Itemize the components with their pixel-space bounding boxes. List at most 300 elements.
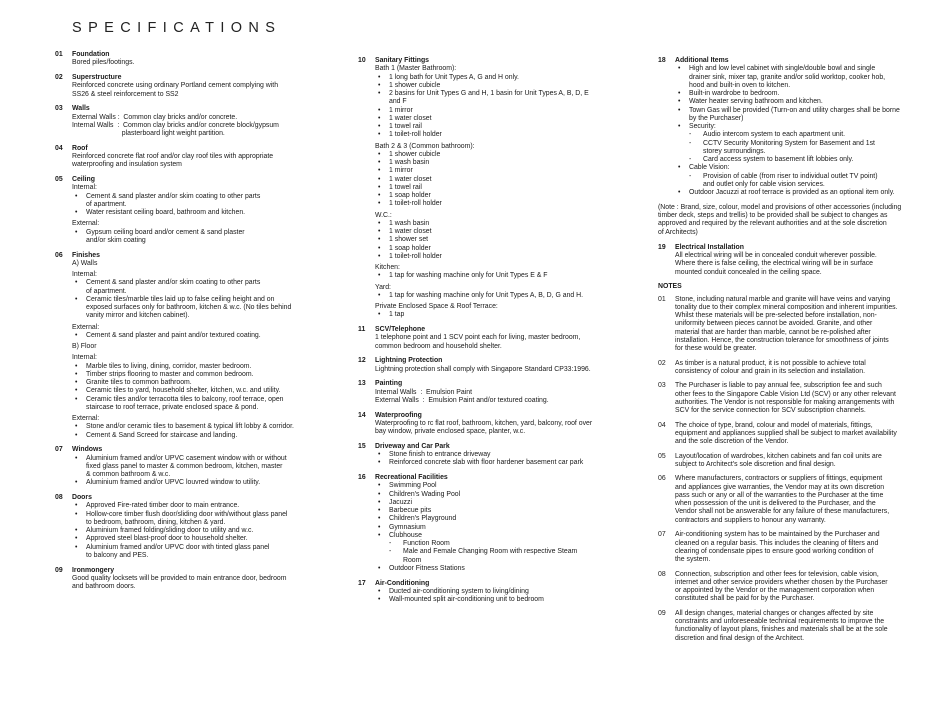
note-line: As timber is a natural product, it is not possible to achieve total [675,359,866,367]
section-number: 13 [358,380,366,388]
dash-text [703,140,918,157]
bullet-line: Wall-mounted split air-conditioning unit to bedroom [389,596,544,603]
section-heading [55,176,313,184]
note-line: of Architects) [658,228,698,236]
section-heading [55,105,313,113]
bullet-icon: • [378,490,381,498]
note-number: 07 [658,531,666,539]
bullet-line: fixed glass panel to master & common bedroom, kitchen, master [86,462,283,470]
bullet-item [375,515,621,523]
spec-section [358,326,621,351]
bullet-text [689,107,918,124]
text-line: Waterproofing to rc flat roof, bathroom, kitchen, yard, balcony, roof over [375,419,593,427]
bullet-item [375,532,621,540]
bullet-icon: • [678,106,681,114]
note-line: tonality due to their complex mineral composition and inherent impurities. [675,303,898,311]
bullet-item [375,159,621,167]
bullet-line: 1 water closet [389,114,432,122]
note-item [658,360,918,377]
bullet-item [675,123,918,131]
bullet-text [389,515,621,523]
note-text [675,296,918,354]
section-heading [55,494,313,502]
bullet-line: 1 tap for washing machine only for Unit Types E & F [389,272,548,280]
note-line: Where manufacturers, contractors or suppliers of fittings, equipment [675,475,883,483]
bullet-line: Water heater serving bathroom and kitchen. [689,98,823,106]
note-line: material that are harder than marble, cannot be re-polished after [675,328,871,336]
section-title: Ironmongery [72,566,115,574]
bullet-icon: • [678,123,681,130]
section-body [55,153,313,170]
section-heading [55,51,313,59]
bullet-icon: • [378,175,381,183]
bullet-icon: • [75,362,78,370]
bullet-line: and F [389,98,407,106]
bullet-item [675,65,918,90]
bullet-line: of apartment. [86,287,127,295]
section-heading [358,357,621,365]
bullet-text [86,193,313,210]
bullet-item [72,387,313,395]
text-line: waterproofing and insulation system [72,161,182,169]
bullet-text [86,387,313,395]
note-line: cleaned on a regular basis. This includes the cleaning of filters and [675,539,879,547]
section-title: Superstructure [72,74,122,81]
bullet-line: Cement & Sand Screed for staircase and landing. [86,431,238,439]
section-group [72,502,313,560]
section-number: 04 [55,144,63,152]
bullet-item [675,164,918,172]
dash-line: and outlet only for cable vision services. [703,180,825,188]
bullet-text [389,123,621,131]
note-line: discretion and final design of the Architect. [675,634,805,642]
section-title: Air-Conditioning [375,579,430,587]
section-title: Roof [72,144,88,152]
bullet-line: Water resistant ceiling board, bathroom and kitchen. [86,209,246,216]
note-line: when possession of the unit is delivered to the Purchaser, and the [675,500,876,508]
section-number: 01 [55,51,63,58]
bullet-line: 1 towel rail [389,123,422,130]
group-label: Private Enclosed Space & Roof Terrace: [375,303,498,310]
bullet-item [72,527,313,535]
group-label: External: [72,220,100,228]
bullet-icon: • [378,219,381,227]
group-label: External: [72,323,100,331]
bullet-line: Aluminium framed and/or UPVC casement window with or without [86,454,287,462]
bullet-text [389,176,621,184]
note-line: uniformity between pieces cannot be avoided. Granite, and other [675,320,873,328]
dash-text [703,156,918,164]
bullet-text [86,527,313,535]
bullet-line: 1 towel rail [389,183,422,191]
note-text [675,360,918,377]
bullet-item [375,74,621,82]
bullet-line: of apartment. [86,200,127,208]
bullet-line: 1 soap holder [389,244,431,252]
bullet-item [375,292,621,300]
note-text [675,382,918,415]
dash-item [675,156,918,164]
bullet-text [86,363,313,371]
bullet-item [675,98,918,106]
bullet-line: 1 toilet-roll holder [389,131,442,139]
bullet-item [675,189,918,197]
note-number: 05 [658,452,666,460]
text-line: Reinforced concrete using ordinary Portland cement complying with [72,82,279,90]
bullet-line: staircase to roof terrace, private enclosed space & pond. [86,403,259,411]
dash-item [675,131,918,139]
text-line: Lightning protection shall comply with Singapore Standard CP33:1996. [375,365,591,373]
bullet-line: 1 mirror [389,167,413,175]
bullet-icon: • [75,370,78,378]
group-label: Bath 2 & 3 (Common bathroom): [375,142,475,150]
bullet-icon: • [378,131,381,139]
bullet-line: Jacuzzi [389,498,412,506]
bullet-icon: • [378,482,381,490]
note-line: subject to Architect's sole discretion and final design. [675,460,836,468]
dash-text [403,548,621,565]
bullet-item [375,236,621,244]
bullet-text [86,332,313,340]
bullet-icon: • [378,81,381,89]
section-number: 17 [358,579,366,587]
bullet-text [689,123,918,131]
section-body [358,389,621,406]
bullet-line: Security: [689,123,716,130]
spec-section [55,51,313,68]
note-number: 06 [658,475,666,483]
bullet-line: 1 tap for washing machine only for Unit Types A, B, D, G and H. [389,291,584,299]
section-title: Recreational Facilities [375,474,448,481]
bullet-line: 1 water closet [389,228,432,235]
bullet-item [375,107,621,115]
section-group [72,415,313,440]
bullet-line: Cement & sand plaster and/or skim coating to other parts [86,279,261,287]
bullet-text [689,65,918,90]
text-line: and bathroom doors. [72,583,136,590]
bullet-text [86,535,313,543]
note-line: approved and required by the relevant authorities and at the sole discretion [658,220,887,228]
section-heading [358,57,621,65]
note-line: authorities. The Vendor is not responsible for making arrangements with [675,398,895,406]
section-body [358,482,621,573]
note-line: and the sole discretion of the Vendor. [675,438,789,446]
bullet-icon: • [378,311,381,319]
bullet-line: Gypsum ceiling board and/or cement & sand plaster [86,228,245,236]
spec-section [658,57,918,197]
section-body [55,184,313,245]
bullet-icon: • [378,523,381,531]
bullet-line: vanity mirror and kitchen cabinet). [86,312,190,320]
section-heading [55,567,313,575]
note-number: 09 [658,609,666,617]
section-number: 16 [358,474,366,481]
bullet-icon: • [75,423,78,431]
bullet-item [375,491,621,499]
dash-icon: - [689,172,692,180]
bullet-item [375,228,621,236]
bullet-line: Aluminium framed folding/sliding door to utility and w.c. [86,527,254,534]
bullet-text [389,459,621,467]
bullet-icon: • [378,192,381,199]
spec-section [55,74,313,99]
text-line: mounted conduit concealed in the ceiling space. [675,268,822,276]
spec-section [55,176,313,245]
bullet-icon: • [378,291,381,299]
section-number: 05 [55,176,63,183]
bullet-item [72,209,313,217]
bullet-line: Approved Fire-rated timber door to main entrance. [86,502,240,510]
bullet-line: 1 wash basin [389,159,430,166]
note-line: The Purchaser is liable to pay annual fee, subscription fee and such [675,382,882,390]
bullet-icon: • [75,479,78,487]
bullet-icon: • [378,159,381,166]
note-item [658,422,918,447]
note-number: 02 [658,359,666,367]
section-heading [55,74,313,82]
section-body [55,114,313,139]
bullet-item [375,115,621,123]
dash-line: Audio intercom system to each apartment unit. [703,131,846,139]
bullet-line: 1 toilet-roll holder [389,252,442,260]
bullet-text [689,164,918,172]
bullet-item [375,220,621,228]
bullet-icon: • [75,387,78,395]
bullet-item [72,423,313,431]
note-text [675,422,918,447]
bullet-text [389,115,621,123]
bullet-text [389,74,621,82]
bullet-item [375,82,621,90]
bullet-item [375,123,621,131]
section-group [375,65,621,139]
section-body [55,59,313,67]
text-line: Bored piles/footings. [72,59,135,67]
section-body [358,588,621,605]
section-group [72,343,313,351]
group-label: B) Floor [72,343,97,350]
bullet-icon: • [75,379,78,386]
bullet-line: 2 basins for Unit Types G and H, 1 basin for Unit Types A, B, D, E [389,90,589,97]
bullet-icon: • [378,587,381,595]
note-item [658,571,918,604]
section-heading [358,380,621,388]
note-line: timber deck, steps and trellis) to be provided shall be subject to changes as [658,212,888,219]
bullet-text [389,167,621,175]
section-title: Waterproofing [375,411,422,419]
bullet-item [375,482,621,490]
note-item [658,475,918,525]
bullet-text [86,432,313,440]
section-group [72,184,313,217]
note-line: constituted shall be paid for by the Purchaser. [675,595,815,603]
bullet-line: 1 soap holder [389,192,431,199]
bullet-icon: • [75,454,78,462]
note-text [675,453,918,470]
section-group [72,260,313,268]
bullet-item [72,535,313,543]
bullet-line: Granite tiles to common bathroom. [86,379,192,386]
section-number: 02 [55,74,63,81]
spec-section [55,446,313,487]
group-label: Internal: [72,271,97,278]
section-title: SCV/Telephone [375,326,426,333]
section-body [658,65,918,197]
bullet-icon: • [378,150,381,158]
bullet-line: Built-in wardrobe to bedroom. [689,90,780,97]
section-title: Windows [72,446,103,454]
bullet-line: 1 water closet [389,175,432,183]
notes-title: NOTES [658,283,682,291]
note-line: installation. Hence, the construction tolerance for smoothness of joints [675,336,889,344]
bullet-text [86,379,313,387]
bullet-line: 1 tap [389,311,405,319]
bullet-text [86,423,313,431]
bullet-text [86,502,313,510]
section-group [72,271,313,321]
bullet-icon: • [75,510,78,518]
bullet-item [72,455,313,480]
bullet-text [389,159,621,167]
note-item [658,296,918,354]
bullet-icon: • [378,200,381,208]
spec-section [358,412,621,437]
bullet-icon: • [75,395,78,403]
dash-text [703,131,918,139]
bullet-text [86,371,313,379]
bullet-text [389,245,621,253]
bullet-icon: • [378,564,381,572]
group-label: Internal: [72,184,97,192]
bullet-icon: • [378,507,381,514]
bullet-line: Swimming Pool [389,482,437,490]
bullet-item [72,511,313,528]
group-label: A) Walls [72,259,98,267]
bullet-line: High and low level cabinet with single/double bowl and single [689,65,876,73]
group-label: Yard: [375,283,391,291]
bullet-text [389,184,621,192]
note-text [675,610,918,643]
bullet-line: to balcony and PES. [86,551,149,559]
note-line: pass such or any or all of the warranties to the Purchaser at the time [675,491,884,499]
bullet-text [86,229,313,246]
bullet-text [389,491,621,499]
bullet-item [375,311,621,319]
bullet-line: Cement & sand plaster and paint and/or textured coating. [86,331,261,339]
bullet-icon: • [75,527,78,534]
note-item [658,453,918,470]
section-group [375,588,621,605]
section-title: Doors [72,494,92,501]
note-line: other fees to the Singapore Cable Vision Ltd (SCV) or any other relevant [675,390,896,398]
bullet-item [72,396,313,413]
section-heading [358,326,621,334]
bullet-line: Hollow-core timber flush door/sliding door with/without glass panel [86,510,288,518]
section-heading [658,57,918,65]
bullet-icon: • [378,183,381,191]
bullet-text [389,151,621,159]
section-number: 06 [55,251,63,259]
bullet-line: Approved steel blast-proof door to household shelter. [86,535,248,543]
section-body [55,575,313,592]
bullet-item [375,192,621,200]
dash-icon: - [689,156,692,163]
note-number: 03 [658,382,666,390]
bullet-icon: • [378,167,381,175]
bullet-item [375,90,621,107]
bullet-line: Stone finish to entrance driveway [389,451,491,458]
dash-line: Male and Female Changing Room with respective Steam [403,548,578,556]
bullet-text [689,189,918,197]
bullet-item [72,332,313,340]
bullet-line: drainer sink, mixer tap, granite and/or solid worktop, cooker hob, [689,73,886,81]
note-line: Vendor shall not be answerable for any failure of these manufacturers, [675,508,890,516]
text-line: Good quality locksets will be provided to main entrance door, bedroom [72,574,287,582]
bullet-text [389,131,621,139]
bullet-line: 1 wash basin [389,219,430,227]
bullet-icon: • [678,98,681,106]
bullet-icon: • [75,431,78,439]
bullet-text [389,532,621,540]
dash-text [703,173,918,190]
dash-item [675,173,918,190]
note-line: All design changes, material changes or changes affected by site [675,609,874,617]
spec-section [358,57,621,320]
section-body [55,82,313,99]
column-left [55,51,313,598]
bullet-text [689,90,918,98]
section-heading [358,412,621,420]
bullet-item [375,176,621,184]
text-line: Where there is false ceiling, the electrical wiring will be in surface [675,260,873,268]
bullet-item [375,451,621,459]
section-number: 10 [358,57,366,64]
bullet-icon: • [75,279,78,287]
note-line: consistency of colour and grain in its selection and installation. [675,367,865,375]
section-body [358,65,621,319]
note-item [658,382,918,415]
bullet-icon: • [378,73,381,81]
bullet-text [389,272,621,280]
bullet-text [389,588,621,596]
section-heading [358,443,621,451]
text-line: 1 telephone point and 1 SCV point each for living, master bedroom, [375,334,581,342]
section-group [375,264,621,281]
dash-line: Room [403,556,422,564]
section-number: 09 [55,566,63,574]
bullet-line: Outdoor Jacuzzi at roof terrace is provided as an optional item only. [689,189,895,196]
bullet-icon: • [75,209,78,216]
bullet-icon: • [75,543,78,551]
dash-icon: - [689,139,692,147]
dash-item [375,540,621,548]
note-number: 08 [658,570,666,578]
spec-section [55,252,313,440]
spec-section [358,580,621,605]
note-line: Whilst these materials will be pre-selected before installation, non- [675,312,877,319]
bullet-line: 1 long bath for Unit Types A, G and H only. [389,73,519,81]
text-line: Internal Walls : Emulsion Paint [375,388,473,396]
section-body [358,451,621,468]
bullet-line: Children's Wading Pool [389,490,461,498]
bullet-text [86,544,313,561]
bullet-icon: • [75,502,78,510]
section-title: Walls [72,105,90,113]
section-number: 11 [358,326,366,333]
section-number: 03 [55,105,63,113]
bullet-item [72,229,313,246]
bullet-item [375,253,621,261]
